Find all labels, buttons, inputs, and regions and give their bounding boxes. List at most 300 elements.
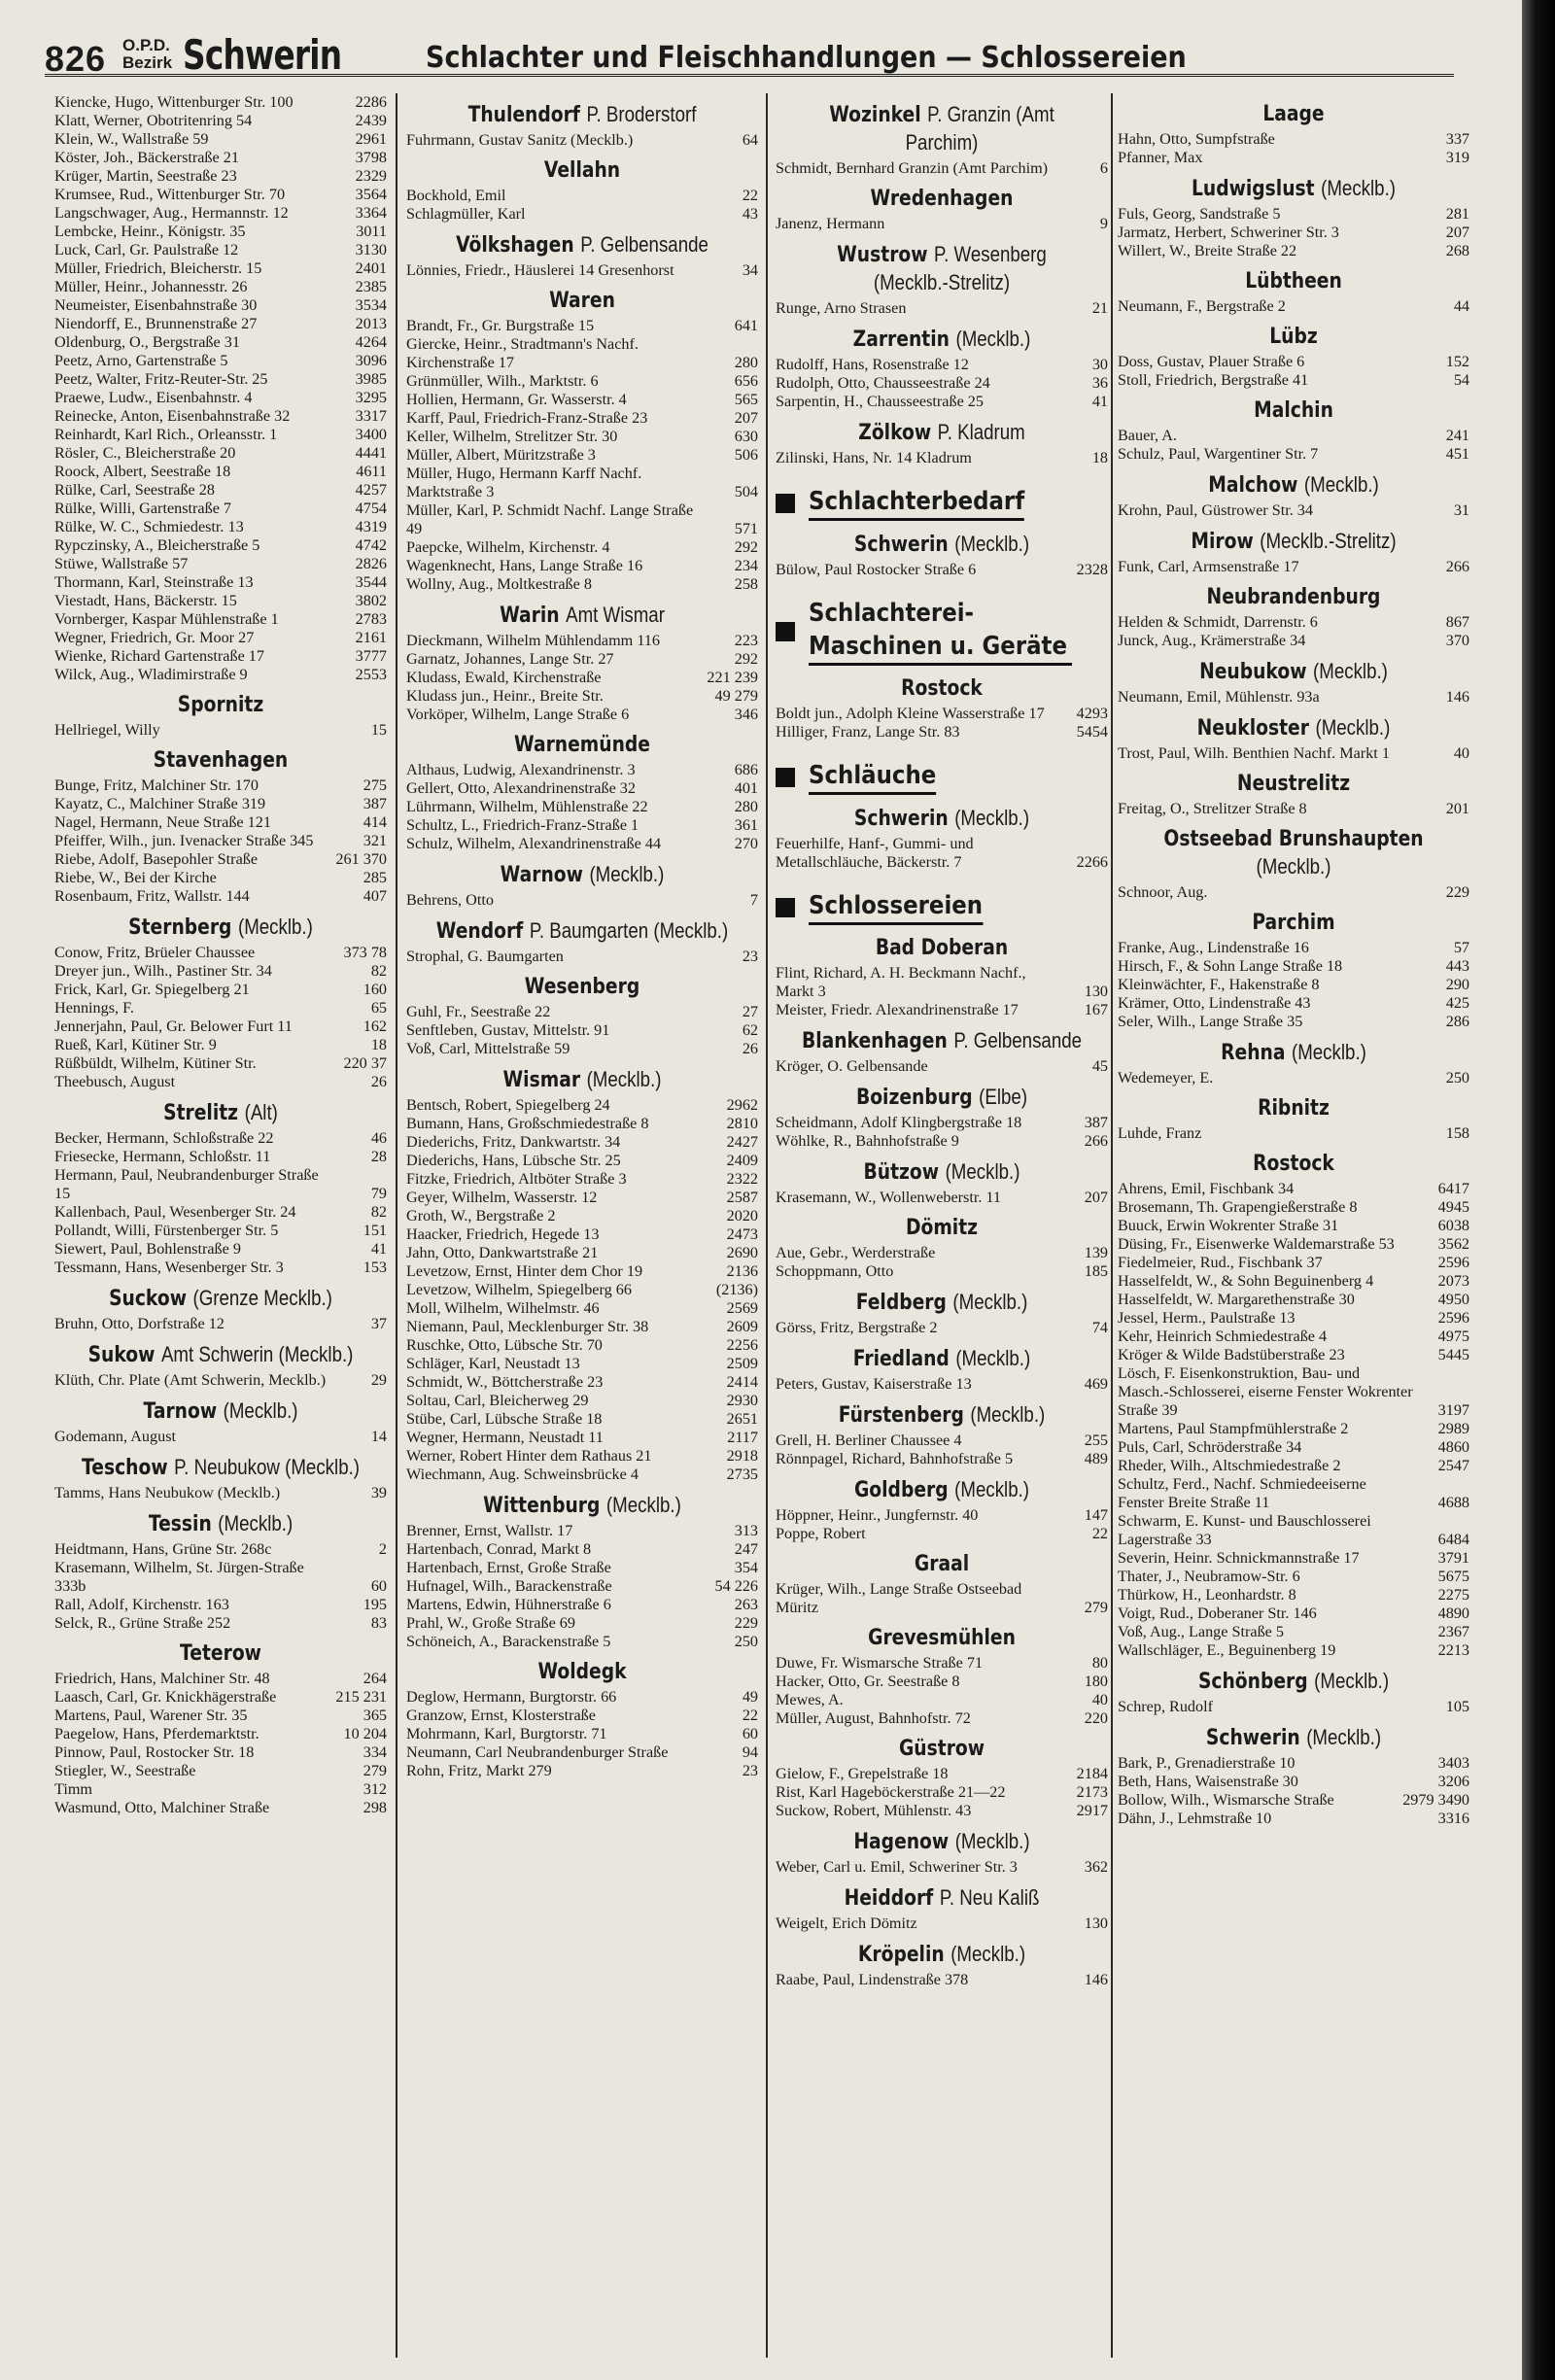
entry-name: Schoppmann, Otto [776, 1262, 894, 1280]
directory-entry [406, 391, 758, 409]
town-qualifier: (Mecklb.) [586, 1067, 662, 1091]
entry-name: Martens, Edwin, Hühnerstraße 6 [406, 1596, 611, 1613]
directory-entry [406, 1003, 758, 1021]
entry-name: Strophal, G. Baumgarten [406, 948, 564, 965]
bezirk-label: Bezirk [122, 53, 173, 72]
town-name: Goldberg [853, 1478, 949, 1502]
phone-number: 21 [1091, 299, 1108, 317]
town-qualifier: (Mecklb.) [589, 862, 665, 886]
phone-number: 489 [1084, 1450, 1108, 1467]
directory-entry [406, 335, 758, 372]
entry-name: Helden & Schmidt, Darrenstr. 6 [1118, 613, 1318, 631]
directory-entry [1118, 1810, 1469, 1828]
town-qualifier: (Mecklb.) [955, 327, 1031, 351]
entry-name: Gellert, Otto, Alexandrinenstraße 32 [406, 779, 636, 797]
town-qualifier: (Mecklb.) [1256, 854, 1331, 879]
entry-name: Schlagmüller, Karl [406, 205, 526, 223]
directory-entry [54, 370, 387, 389]
directory-entry [406, 1466, 758, 1484]
town-name: Güstrow [898, 1737, 985, 1761]
phone-number: 80 [1091, 1654, 1108, 1672]
town-qualifier: (Mecklb.) [223, 1398, 298, 1423]
directory-entry [776, 1114, 1108, 1132]
phone-number: 22 [742, 1707, 758, 1724]
phone-number: 130 [1084, 983, 1108, 1000]
phone-number: 5445 [1437, 1346, 1469, 1363]
phone-number: 4441 [355, 444, 387, 462]
town-qualifier: P. Kladrum [937, 420, 1025, 444]
phone-number: 286 [1445, 1013, 1469, 1030]
phone-number: 220 37 [343, 1054, 387, 1072]
entry-name: Wallschläger, E., Beguinenberg 19 [1118, 1641, 1336, 1659]
entry-name: Müller, Hugo, Hermann Karff Nachf. Marktstraße 3 [406, 465, 642, 500]
directory-entry [776, 1132, 1108, 1151]
directory-entry [1118, 1457, 1469, 1475]
directory-entry [54, 259, 387, 278]
directory-entry [776, 1506, 1108, 1525]
phone-number: 6417 [1437, 1180, 1469, 1197]
directory-entry [406, 1318, 758, 1336]
directory-column-2 [406, 93, 758, 2358]
directory-entry [1118, 613, 1469, 632]
phone-number: 3316 [1437, 1810, 1469, 1827]
phone-number: 83 [370, 1614, 387, 1632]
town-qualifier: (Grenze Mecklb.) [192, 1286, 332, 1310]
directory-entry [406, 798, 758, 816]
directory-entry [776, 1057, 1108, 1076]
directory-entry [776, 1319, 1108, 1337]
phone-number: 3096 [355, 352, 387, 369]
phone-number: 40 [1453, 744, 1469, 762]
directory-entry [54, 555, 387, 573]
directory-entry [776, 393, 1108, 411]
directory-column-4 [1118, 93, 1469, 2358]
phone-number: 2473 [726, 1225, 758, 1243]
directory-entry [776, 215, 1108, 233]
phone-number: 30 [1091, 356, 1108, 373]
phone-number: 4945 [1437, 1198, 1469, 1216]
phone-number: 292 [734, 650, 758, 668]
entry-name: Schrep, Rudolf [1118, 1698, 1214, 1715]
town-heading [801, 419, 1084, 447]
directory-entry [776, 1244, 1108, 1262]
entry-name: Junck, Aug., Krämerstraße 34 [1118, 632, 1306, 649]
directory-entry [54, 1148, 387, 1166]
directory-entry [54, 981, 387, 999]
directory-entry [54, 869, 387, 887]
entry-name: Wienke, Richard Gartenstraße 17 [54, 647, 264, 665]
phone-number: 255 [1084, 1431, 1108, 1449]
phone-number: 2690 [726, 1244, 758, 1261]
directory-entry [406, 891, 758, 910]
phone-number: 146 [1445, 688, 1469, 706]
directory-entry [1118, 1549, 1469, 1568]
directory-entry [406, 816, 758, 835]
town-heading [801, 531, 1084, 559]
phone-number: 312 [363, 1780, 387, 1798]
town-name: Schwerin [1205, 1726, 1300, 1750]
directory-entry [776, 1971, 1108, 1989]
directory-entry [1118, 1623, 1469, 1641]
directory-entry [54, 204, 387, 223]
town-qualifier: (Alt) [244, 1100, 278, 1124]
town-heading [432, 1492, 732, 1520]
phone-number: 94 [742, 1743, 758, 1761]
directory-entry [406, 1429, 758, 1447]
entry-name: Althaus, Ludwig, Alexandrinenstr. 3 [406, 761, 636, 778]
town-heading [432, 157, 732, 185]
directory-entry [776, 561, 1108, 579]
phone-number: 365 [363, 1707, 387, 1724]
entry-name: Rudolph, Otto, Chausseestraße 24 [776, 374, 990, 392]
entry-name: Wiechmann, Aug. Schweinsbrücke 4 [406, 1466, 639, 1483]
phone-number: 2962 [726, 1096, 758, 1114]
directory-entry [54, 1559, 387, 1596]
phone-number: 62 [742, 1021, 758, 1039]
directory-entry [54, 795, 387, 813]
entry-name: Schwarm, E. Kunst- und Bauschlosserei Lagerstraße 33 [1118, 1512, 1371, 1548]
town-heading [1144, 771, 1443, 798]
town-name: Laage [1262, 102, 1325, 126]
entry-name: Hasselfeldt, W. Margarethenstraße 30 [1118, 1291, 1355, 1308]
entry-name: Reinhardt, Karl Rich., Orleansstr. 1 [54, 426, 278, 443]
town-name: Warnow [500, 863, 583, 887]
entry-name: Weigelt, Erich Dömitz [776, 1914, 917, 1932]
entry-name: Moll, Wilhelm, Wilhelmstr. 46 [406, 1299, 600, 1317]
phone-number: 337 [1445, 130, 1469, 148]
entry-name: Rösler, C., Bleicherstraße 20 [54, 444, 236, 462]
town-heading [80, 1099, 363, 1127]
phone-number: 65 [370, 999, 387, 1017]
phone-number: 2735 [726, 1466, 758, 1483]
directory-entry [406, 1410, 758, 1429]
phone-number: 2587 [726, 1189, 758, 1206]
entry-name: Hollien, Hermann, Gr. Wasserstr. 4 [406, 391, 627, 408]
entry-name: Aue, Gebr., Werderstraße [776, 1244, 936, 1261]
entry-name: Praewe, Ludw., Eisenbahnstr. 4 [54, 389, 253, 406]
directory-entry [54, 1743, 387, 1762]
town-heading [801, 1625, 1084, 1652]
phone-number: 3564 [355, 186, 387, 203]
town-name: Mirow [1191, 530, 1254, 554]
town-qualifier: (Mecklb.) [950, 1942, 1026, 1966]
town-heading [1144, 584, 1443, 611]
town-name: Tessin [148, 1512, 212, 1536]
phone-number: 4860 [1437, 1438, 1469, 1456]
directory-entry [776, 705, 1108, 723]
entry-name: Frick, Karl, Gr. Spiegelberg 21 [54, 981, 250, 998]
phone-number: 221 239 [707, 669, 758, 686]
phone-number: 270 [734, 835, 758, 852]
section-heading [776, 597, 1108, 666]
phone-number: 54 226 [714, 1577, 758, 1595]
phone-number: 2266 [1076, 853, 1108, 871]
entry-name: Rosenbaum, Fritz, Wallstr. 144 [54, 887, 250, 905]
directory-entry [1118, 976, 1469, 994]
directory-entry [776, 1580, 1108, 1617]
town-heading [801, 1941, 1084, 1969]
entry-name: Kallenbach, Paul, Wesenberger Str. 24 [54, 1203, 296, 1221]
town-qualifier: Amt Wismar [566, 603, 665, 627]
town-qualifier: (Mecklb.) [1303, 472, 1379, 497]
town-qualifier: Amt Schwerin (Mecklb.) [160, 1342, 354, 1366]
directory-entry [1118, 1272, 1469, 1291]
entry-name: Rist, Karl Hageböckerstraße 21—22 [776, 1783, 1006, 1801]
town-qualifier: (Mecklb.) [955, 1346, 1031, 1370]
town-name: Rostock [1253, 1152, 1334, 1176]
directory-entry [54, 592, 387, 610]
town-heading [801, 1084, 1084, 1112]
town-qualifier: (Mecklb.) [1321, 176, 1397, 200]
entry-name: Stoll, Friedrich, Bergstraße 41 [1118, 371, 1309, 389]
town-name: Blankenhagen [801, 1029, 948, 1053]
entry-name: Müller, Karl, P. Schmidt Nachf. Lange Straße 49 [406, 501, 694, 537]
directory-entry [54, 278, 387, 296]
directory-entry [54, 1614, 387, 1633]
phone-number: 279 [1084, 1599, 1108, 1616]
town-heading [1144, 268, 1443, 295]
phone-number: 28 [370, 1148, 387, 1165]
entry-name: Stüwe, Wallstraße 57 [54, 555, 189, 572]
directory-entry [406, 1133, 758, 1152]
town-heading [1144, 910, 1443, 937]
directory-entry [406, 1040, 758, 1058]
directory-entry [406, 465, 758, 501]
entry-name: Hartenbach, Ernst, Große Straße [406, 1559, 611, 1576]
phone-number: 281 [1445, 205, 1469, 223]
town-name: Spornitz [177, 693, 264, 717]
phone-number: 2547 [1437, 1457, 1469, 1474]
directory-entry [776, 1654, 1108, 1673]
phone-number: 2117 [727, 1429, 758, 1446]
entry-name: Kiencke, Hugo, Wittenburger Str. 100 [54, 93, 294, 111]
phone-number: 4754 [355, 500, 387, 517]
entry-name: Poppe, Robert [776, 1525, 866, 1542]
phone-number: 2286 [355, 93, 387, 111]
directory-entry [54, 666, 387, 684]
directory-entry [54, 167, 387, 186]
entry-name: Prahl, W., Große Straße 69 [406, 1614, 575, 1632]
town-heading [801, 675, 1084, 703]
phone-number: 298 [363, 1799, 387, 1816]
phone-number: 2651 [726, 1410, 758, 1428]
directory-entry [54, 1670, 387, 1688]
directory-entry [1118, 1198, 1469, 1217]
directory-entry [1118, 353, 1469, 371]
entry-name: Bark, P., Grenadierstraße 10 [1118, 1754, 1296, 1772]
entry-name: Martens, Paul, Warener Str. 35 [54, 1707, 248, 1724]
directory-entry [776, 1802, 1108, 1820]
directory-entry [54, 776, 387, 795]
phone-number: 234 [734, 557, 758, 574]
town-name: Warin [500, 604, 560, 628]
entry-name: Ahrens, Emil, Fischbank 34 [1118, 1180, 1295, 1197]
town-heading [80, 747, 363, 775]
entry-name: Fuhrmann, Gustav Sanitz (Mecklb.) [406, 131, 634, 149]
directory-entry [406, 1614, 758, 1633]
entry-name: Giercke, Heinr., Stradtmann's Nachf. Kirchenstraße 17 [406, 335, 639, 371]
directory-entry [54, 1688, 387, 1707]
town-qualifier: (Mecklb.) [218, 1511, 294, 1535]
entry-name: Janenz, Hermann [776, 215, 885, 232]
section-bullet-icon [776, 494, 795, 513]
town-heading [432, 974, 732, 1001]
entry-name: Rülke, W. C., Schmiedestr. 13 [54, 518, 244, 535]
entry-name: Hasselfeldt, W., & Sohn Beguinenberg 4 [1118, 1272, 1374, 1290]
directory-entry [1118, 1328, 1469, 1346]
directory-entry [1118, 1698, 1469, 1716]
town-name: Grevesmühlen [868, 1626, 1016, 1650]
phone-number: 2509 [726, 1355, 758, 1372]
entry-name: Thürkow, H., Leonhardstr. 8 [1118, 1586, 1296, 1604]
phone-number: 146 [1084, 1971, 1108, 1988]
town-name: Völkshagen [456, 233, 574, 258]
phone-number: 7 [749, 891, 758, 909]
town-qualifier: (Mecklb.) [1313, 659, 1388, 683]
directory-entry [1118, 1791, 1469, 1810]
phone-number: 2136 [726, 1262, 758, 1280]
directory-entry [776, 299, 1108, 318]
entry-name: Sarpentin, H., Chausseestraße 25 [776, 393, 984, 410]
directory-entry [54, 887, 387, 906]
directory-entry [776, 1709, 1108, 1728]
phone-number: 263 [734, 1596, 758, 1613]
town-name: Wendorf [435, 919, 524, 944]
directory-entry [54, 1762, 387, 1780]
town-name: Neubukow [1199, 660, 1307, 684]
town-name: Wustrow [837, 243, 928, 267]
entry-name: Luck, Carl, Gr. Paulstraße 12 [54, 241, 239, 259]
entry-name: Selck, R., Grüne Straße 252 [54, 1614, 231, 1632]
phone-number: 3400 [355, 426, 387, 443]
phone-number: 373 78 [343, 944, 387, 961]
entry-name: Rall, Adolf, Kirchenstr. 163 [54, 1596, 229, 1613]
entry-name: Scheidmann, Adolf Klingbergstraße 18 [776, 1114, 1022, 1131]
entry-name: Haacker, Friedrich, Hegede 13 [406, 1225, 600, 1243]
town-name: Suckow [109, 1287, 187, 1311]
town-name: Woldegk [537, 1660, 627, 1684]
entry-name: Krasemann, W., Wollenweberstr. 11 [776, 1189, 1002, 1206]
town-heading [801, 1736, 1084, 1763]
directory-entry [54, 1222, 387, 1240]
entry-name: Ruschke, Otto, Lübsche Str. 70 [406, 1336, 603, 1354]
directory-column-1 [54, 93, 387, 2358]
entry-name: Viestadt, Hans, Bäckerstr. 15 [54, 592, 237, 609]
town-name: Boizenburg [855, 1086, 973, 1110]
phone-number: 4975 [1437, 1328, 1469, 1345]
phone-number: 2409 [726, 1152, 758, 1169]
directory-entry [54, 1596, 387, 1614]
town-heading [80, 1640, 363, 1668]
entry-name: Hufnagel, Wilh., Barackenstraße [406, 1577, 612, 1595]
entry-name: Schulz, Wilhelm, Alexandrinenstraße 44 [406, 835, 662, 852]
town-name: Graal [914, 1552, 970, 1576]
phone-number: 867 [1445, 613, 1469, 631]
entry-name: Freitag, O., Strelitzer Straße 8 [1118, 800, 1307, 817]
directory-entry [406, 1189, 758, 1207]
directory-entry [406, 1244, 758, 1262]
entry-name: Granzow, Ernst, Klosterstraße [406, 1707, 596, 1724]
directory-entry [54, 500, 387, 518]
town-heading [801, 1828, 1084, 1856]
directory-entry [54, 1073, 387, 1091]
phone-number: 261 370 [335, 850, 387, 868]
town-heading [432, 231, 732, 259]
entry-name: Conow, Fritz, Brüeler Chaussee [54, 944, 256, 961]
entry-name: Luhde, Franz [1118, 1124, 1202, 1142]
directory-entry [1118, 205, 1469, 224]
town-heading [1144, 1668, 1443, 1696]
entry-name: Klein, W., Wallstraße 59 [54, 130, 209, 148]
directory-entry [776, 449, 1108, 467]
phone-number: 2596 [1437, 1309, 1469, 1327]
directory-entry [406, 835, 758, 853]
entry-name: Krasemann, Wilhelm, St. Jürgen-Straße 333b [54, 1559, 304, 1595]
entry-name: Grell, H. Berliner Chaussee 4 [776, 1431, 962, 1449]
directory-entry [54, 481, 387, 500]
phone-number: 3206 [1437, 1773, 1469, 1790]
entry-name: Feuerhilfe, Hanf-, Gummi- und Metallschläuche, Bäckerstr. 7 [776, 835, 974, 871]
directory-entry [1118, 297, 1469, 316]
entry-name: Martens, Paul Stampfmühlerstraße 2 [1118, 1420, 1349, 1437]
phone-number: 2569 [726, 1299, 758, 1317]
directory-entry [1118, 1346, 1469, 1364]
entry-name: Niendorff, E., Brunnenstraße 27 [54, 315, 258, 332]
town-heading [801, 326, 1084, 354]
directory-entry [54, 407, 387, 426]
town-qualifier: P. Neu Kaliß [939, 1885, 1040, 1910]
town-name: Wredenhagen [870, 187, 1014, 211]
town-heading [801, 1476, 1084, 1504]
column-divider [1111, 93, 1113, 2358]
entry-name: Keller, Wilhelm, Strelitzer Str. 30 [406, 428, 618, 445]
directory-entry [1118, 558, 1469, 576]
entry-name: Diederichs, Hans, Lübsche Str. 25 [406, 1152, 621, 1169]
town-qualifier: (Mecklb.) [970, 1402, 1046, 1427]
directory-entry [54, 1203, 387, 1222]
phone-number: 2989 [1437, 1420, 1469, 1437]
phone-number: 414 [363, 813, 387, 831]
directory-entry [776, 1673, 1108, 1691]
phone-number: 60 [370, 1577, 387, 1595]
entry-name: Nagel, Hermann, Neue Straße 121 [54, 813, 271, 831]
directory-entry [54, 389, 387, 407]
directory-entry [776, 1189, 1108, 1207]
town-name: Bad Doberan [875, 936, 1009, 960]
phone-number: 4890 [1437, 1604, 1469, 1622]
phone-number: 313 [734, 1522, 758, 1539]
phone-number: 290 [1445, 976, 1469, 993]
directory-entry [54, 333, 387, 352]
directory-entry [406, 761, 758, 779]
town-name: Neustrelitz [1236, 772, 1351, 796]
town-qualifier: P. Gelbensande [580, 232, 708, 257]
directory-entry [776, 1431, 1108, 1450]
directory-entry [54, 999, 387, 1018]
phone-number: 60 [742, 1725, 758, 1742]
directory-entry [776, 1691, 1108, 1709]
town-name: Ribnitz [1258, 1096, 1330, 1121]
town-heading [432, 101, 732, 129]
entry-name: Severin, Heinr. Schnickmannstraße 17 [1118, 1549, 1360, 1567]
directory-entry [776, 1914, 1108, 1933]
entry-name: Boldt jun., Adolph Kleine Wasserstraße 17 [776, 705, 1045, 722]
entry-name: Franke, Aug., Lindenstraße 16 [1118, 939, 1309, 956]
entry-name: Hellriegel, Willy [54, 721, 160, 739]
directory-entry [54, 1315, 387, 1333]
entry-name: Fiedelmeier, Rud., Fischbank 37 [1118, 1254, 1323, 1271]
section-title: Schläuche [809, 759, 936, 795]
